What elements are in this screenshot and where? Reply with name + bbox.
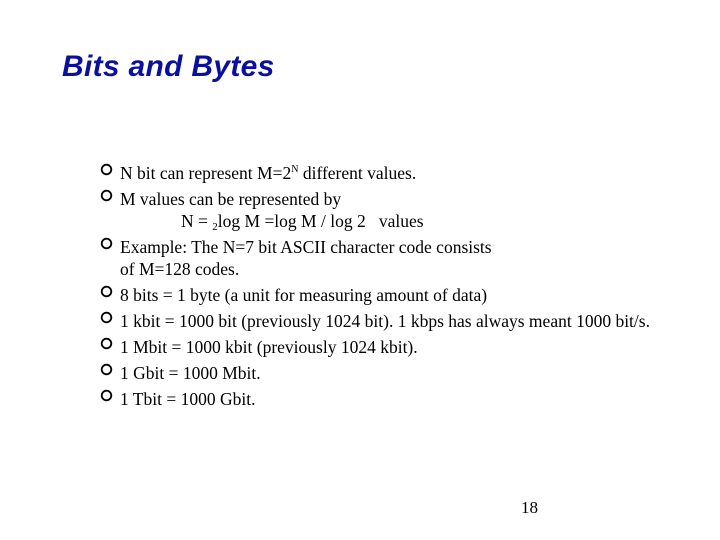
formula-line (120, 210, 700, 232)
hollow-circle-bullet-icon (100, 237, 113, 250)
hollow-circle-bullet-icon (100, 337, 113, 350)
hollow-circle-bullet-icon (100, 311, 113, 324)
hollow-circle-bullet-icon (100, 363, 113, 376)
hollow-circle-bullet-icon (100, 163, 113, 176)
hollow-circle-bullet-icon (100, 285, 113, 298)
bullet-text: 8 bits = 1 byte (a unit for measuring amount of data) (120, 285, 488, 305)
hollow-circle-bullet-icon (100, 389, 113, 402)
bullet-item (100, 388, 700, 410)
subscript: 2 (212, 221, 218, 233)
bullet-text: different values. (298, 163, 417, 183)
bullet-text: 1 Mbit = 1000 kbit (previously 1024 kbit). (120, 337, 418, 357)
bullet-item (100, 336, 700, 358)
formula-text: N = (181, 211, 213, 231)
bullet-text: M values can be represented by (120, 189, 342, 209)
bullet-text: N bit can represent M=2 (120, 163, 292, 183)
bullet-item (100, 310, 660, 332)
bullet-text: 1 Gbit = 1000 Mbit. (120, 363, 261, 383)
bullet-list (100, 162, 700, 414)
bullet-text: 1 kbit = 1000 bit (previously 1024 bit). 1 kbps has always meant 1000 bit/s. (120, 311, 650, 331)
formula-text: log M =log M / log 2 values (217, 211, 424, 231)
bullet-item (100, 284, 700, 306)
slide-title: Bits and Bytes (62, 50, 275, 83)
bullet-item (100, 362, 700, 384)
bullet-text: Example: The N=7 bit ASCII character code consists of M=128 codes. (120, 237, 492, 279)
page-number: 18 (521, 498, 538, 517)
bullet-item (100, 236, 500, 280)
bullet-text: 1 Tbit = 1000 Gbit. (120, 389, 256, 409)
bullet-item (100, 162, 700, 184)
superscript: N (291, 164, 299, 175)
hollow-circle-bullet-icon (100, 189, 113, 202)
bullet-item (100, 188, 700, 232)
